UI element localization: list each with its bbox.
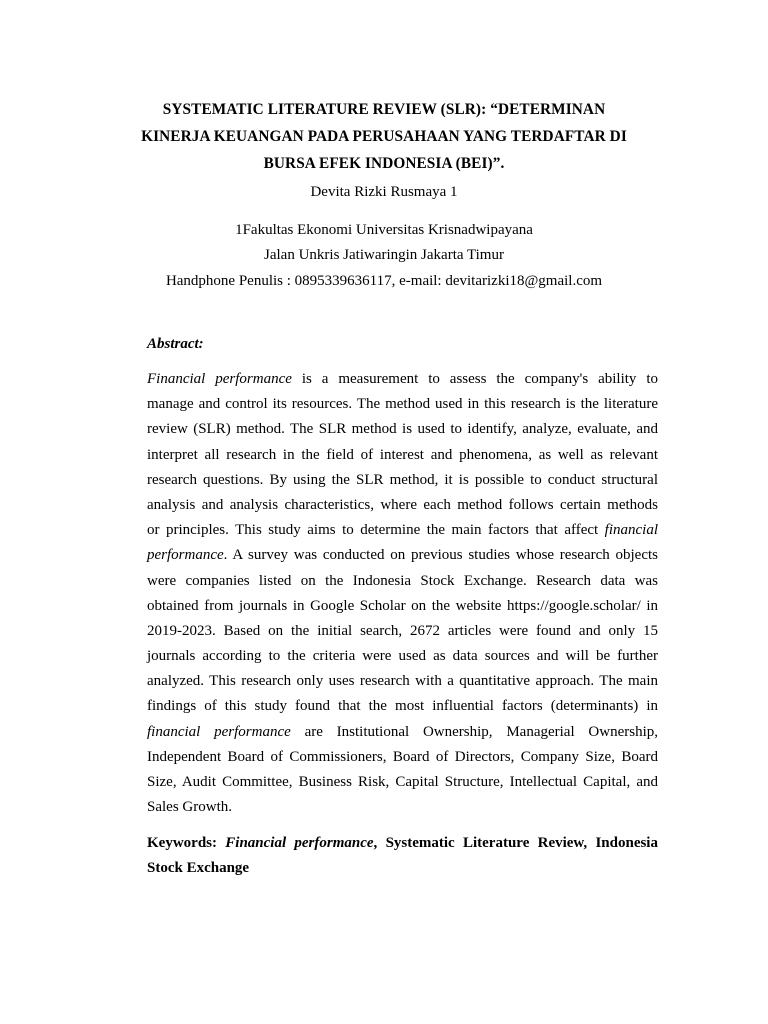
author-name: Devita Rizki Rusmaya 1 [310,184,458,200]
author-address: Jalan Unkris Jatiwaringin Jakarta Timur [264,247,504,263]
abstract-line [147,518,658,543]
abstract-line-text: analyzed. This research only uses research with a quantitative approach. The main [147,673,658,690]
abstract-line [147,770,658,795]
abstract-line-text: Sales Growth. [147,799,232,816]
abstract-line [147,694,658,719]
title-line-2: KINERJA KEUANGAN PADA PERUSAHAAN YANG TERDAFTAR DI [141,128,627,145]
abstract-line-text: obtained from journals in Google Scholar on the website https://google.scholar/ in [147,597,658,614]
abstract-line [147,543,658,568]
abstract-line [147,594,658,619]
author-contact: Handphone Penulis : 0895339636117, e-mail: devitarizki18@gmail.com [165,273,603,289]
abstract-line [147,468,658,493]
abstract-line [147,644,658,669]
keywords-label: Keywords: [147,835,226,851]
paper-title [120,96,648,177]
abstract-line [147,569,658,594]
keywords-text: , Systematic Literature Review, Indonesia [373,835,658,851]
abstract-line-text: analysis and analysis characteristics, where each method follows certain methods [147,496,658,513]
keywords-line [147,831,658,856]
abstract-line [147,392,658,417]
abstract-line-text: or principles. This study aims to determine the main factors that affect [147,522,605,539]
abstract-line-text: journals according to the criteria were used as data sources and will be further [147,648,658,665]
abstract-line-text: is a measurement to assess the company's ability to [291,371,658,387]
author-affiliation: 1Fakultas Ekonomi Universitas Krisnadwipayana [235,222,533,238]
abstract-line [147,493,658,518]
abstract-line-text: Size, Audit Committee, Business Risk, Capital Structure, Intellectual Capital, and [147,774,658,790]
abstract-line-text: interpret all research in the field of interest and phenomena, as well as relevant [147,446,658,463]
abstract-line [147,443,658,468]
abstract-line [147,795,658,820]
keywords-text: Stock Exchange [147,860,250,876]
abstract-italic-term: financial [604,522,658,539]
abstract-heading: Abstract: [147,336,204,352]
abstract-line [147,745,658,770]
abstract-body [147,367,658,820]
keywords-italic-term: Financial performance [225,835,374,851]
abstract-italic-term: financial performance [147,723,291,740]
title-line-3: BURSA EFEK INDONESIA (BEI)”. [263,155,505,172]
keywords-line [147,856,658,881]
keywords [147,831,658,881]
abstract-line-text: Independent Board of Commissioners, Board of Directors, Company Size, Board [147,748,658,765]
abstract-italic-term: performance [147,547,224,564]
abstract-line-text: 2019-2023. Based on the initial search, 2672 articles were found and only 15 [147,622,658,639]
title-line-1: SYSTEMATIC LITERATURE REVIEW (SLR): “DETERMINAN [162,101,606,118]
abstract-line [147,367,658,392]
abstract-line-text: were companies listed on the Indonesia Stock Exchange. Research data was [147,572,658,589]
abstract-line [147,720,658,745]
abstract-line-text: research questions. By using the SLR method, it is possible to conduct structural [147,471,658,488]
abstract-line-text: are Institutional Ownership, Managerial Ownership, [290,723,659,740]
abstract-line [147,619,658,644]
abstract-line [147,417,658,442]
abstract-line-text: findings of this study found that the most influential factors (determinants) in [147,698,658,715]
abstract-line-text: review (SLR) method. The SLR method is used to identify, analyze, evaluate, and [147,421,658,438]
abstract-line-text: . A survey was conducted on previous studies whose research objects [223,547,658,564]
abstract-line [147,669,658,694]
abstract-italic-term: Financial performance [147,371,292,387]
abstract-line-text: manage and control its resources. The method used in this research is the literature [147,396,658,413]
